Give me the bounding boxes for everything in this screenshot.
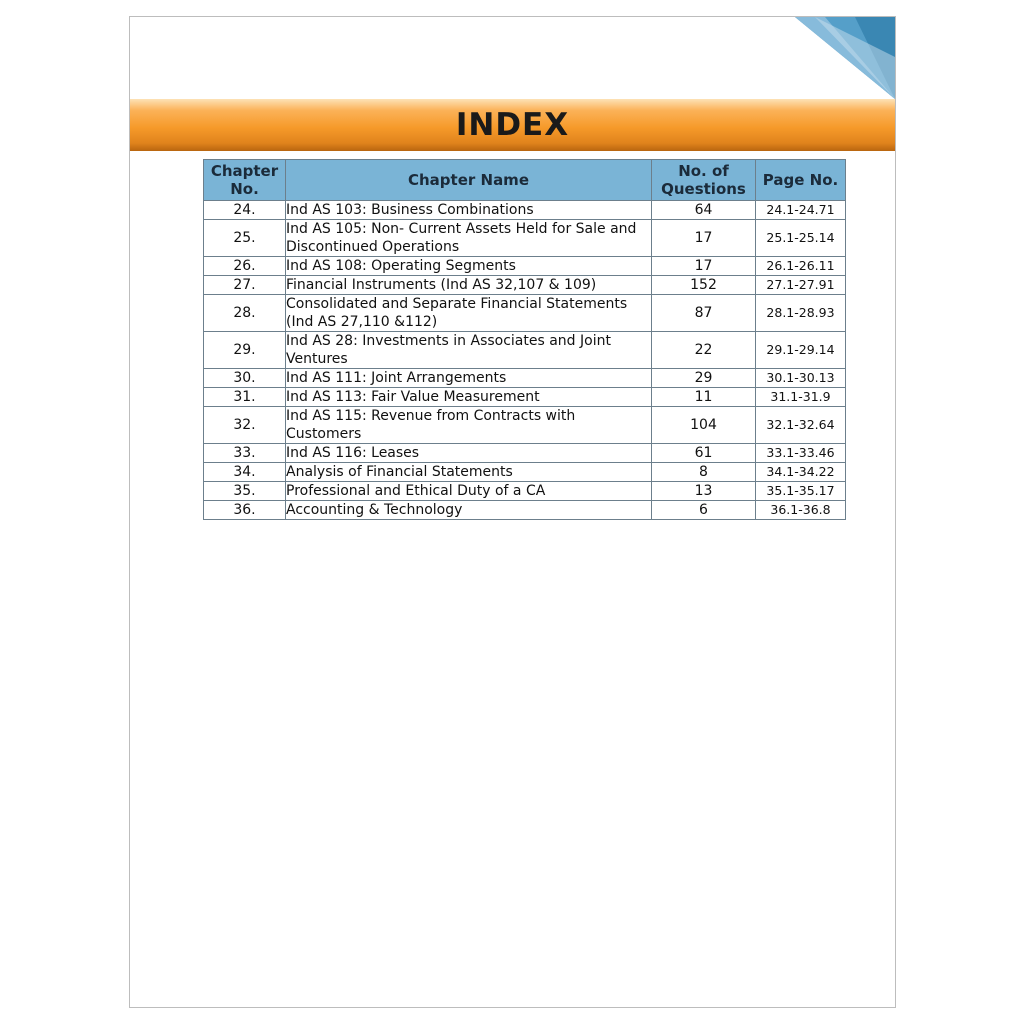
chapter-no-cell: 36. — [204, 501, 286, 520]
header-chapter-name: Chapter Name — [286, 160, 652, 201]
chapter-name-cell: Financial Instruments (Ind AS 32,107 & 109) — [286, 276, 652, 295]
page-no-cell: 29.1-29.14 — [756, 332, 846, 369]
page-no-cell: 27.1-27.91 — [756, 276, 846, 295]
page-no-cell: 26.1-26.11 — [756, 257, 846, 276]
chapter-name-cell: Ind AS 28: Investments in Associates and Joint Ventures — [286, 332, 652, 369]
questions-cell: 22 — [652, 332, 756, 369]
table-row — [204, 388, 846, 407]
chapter-name-cell: Ind AS 105: Non- Current Assets Held for Sale and Discontinued Operations — [286, 220, 652, 257]
chapter-no-cell: 27. — [204, 276, 286, 295]
page-no-cell: 32.1-32.64 — [756, 407, 846, 444]
page-no-cell: 24.1-24.71 — [756, 201, 846, 220]
chapter-name-cell: Consolidated and Separate Financial Statements (Ind AS 27,110 &112) — [286, 295, 652, 332]
chapter-no-cell: 26. — [204, 257, 286, 276]
page-title: INDEX — [455, 107, 570, 143]
table-row — [204, 332, 846, 369]
questions-cell: 61 — [652, 444, 756, 463]
chapter-no-cell: 29. — [204, 332, 286, 369]
chapter-name-cell: Ind AS 113: Fair Value Measurement — [286, 388, 652, 407]
table-row — [204, 444, 846, 463]
questions-cell: 87 — [652, 295, 756, 332]
chapter-no-cell: 32. — [204, 407, 286, 444]
table-row — [204, 369, 846, 388]
header-page-no: Page No. — [756, 160, 846, 201]
page-no-cell: 31.1-31.9 — [756, 388, 846, 407]
table-row — [204, 257, 846, 276]
table-row — [204, 201, 846, 220]
chapter-name-cell: Professional and Ethical Duty of a CA — [286, 482, 652, 501]
table-row — [204, 220, 846, 257]
questions-cell: 64 — [652, 201, 756, 220]
chapter-no-cell: 25. — [204, 220, 286, 257]
chapter-name-cell: Ind AS 111: Joint Arrangements — [286, 369, 652, 388]
chapter-name-cell: Ind AS 115: Revenue from Contracts with Customers — [286, 407, 652, 444]
chapter-no-cell: 34. — [204, 463, 286, 482]
table-row — [204, 501, 846, 520]
questions-cell: 11 — [652, 388, 756, 407]
chapter-name-cell: Analysis of Financial Statements — [286, 463, 652, 482]
chapter-name-cell: Ind AS 116: Leases — [286, 444, 652, 463]
page-no-cell: 30.1-30.13 — [756, 369, 846, 388]
questions-cell: 6 — [652, 501, 756, 520]
chapter-name-cell: Ind AS 103: Business Combinations — [286, 201, 652, 220]
questions-cell: 8 — [652, 463, 756, 482]
questions-cell: 17 — [652, 220, 756, 257]
page-no-cell: 34.1-34.22 — [756, 463, 846, 482]
table-row — [204, 276, 846, 295]
table-row — [204, 295, 846, 332]
chapter-no-cell: 31. — [204, 388, 286, 407]
questions-cell: 17 — [652, 257, 756, 276]
header-chapter-no: Chapter No. — [204, 160, 286, 201]
questions-cell: 13 — [652, 482, 756, 501]
chapter-no-cell: 33. — [204, 444, 286, 463]
chapter-no-cell: 28. — [204, 295, 286, 332]
page-no-cell: 33.1-33.46 — [756, 444, 846, 463]
page-no-cell: 25.1-25.14 — [756, 220, 846, 257]
chapter-no-cell: 35. — [204, 482, 286, 501]
questions-cell: 29 — [652, 369, 756, 388]
questions-cell: 104 — [652, 407, 756, 444]
chapter-no-cell: 24. — [204, 201, 286, 220]
table-row — [204, 463, 846, 482]
questions-cell: 152 — [652, 276, 756, 295]
table-row — [204, 482, 846, 501]
index-table — [203, 159, 846, 520]
page-no-cell: 28.1-28.93 — [756, 295, 846, 332]
document-page — [129, 16, 896, 1008]
corner-decoration — [795, 17, 895, 99]
chapter-no-cell: 30. — [204, 369, 286, 388]
header-questions: No. of Questions — [652, 160, 756, 201]
table-row — [204, 407, 846, 444]
index-banner — [130, 99, 895, 151]
page-no-cell: 35.1-35.17 — [756, 482, 846, 501]
chapter-name-cell: Ind AS 108: Operating Segments — [286, 257, 652, 276]
page-no-cell: 36.1-36.8 — [756, 501, 846, 520]
chapter-name-cell: Accounting & Technology — [286, 501, 652, 520]
table-header-row — [204, 160, 846, 201]
